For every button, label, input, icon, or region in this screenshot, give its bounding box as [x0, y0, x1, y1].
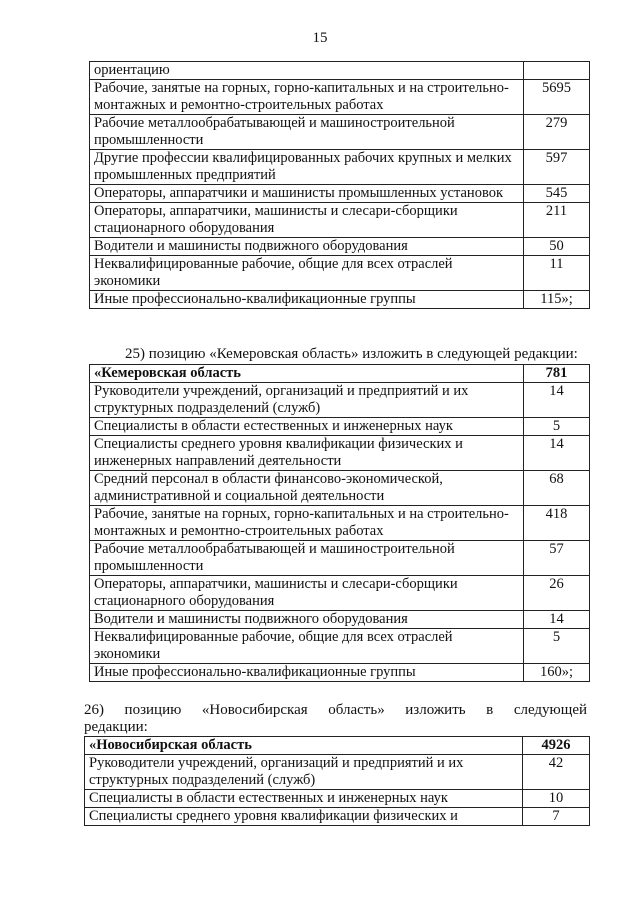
- table-row: [90, 383, 590, 418]
- row-value: 597: [524, 150, 590, 185]
- paragraph-26: 26) позицию «Новосибирская область» изложить в следующей: [84, 702, 587, 718]
- row-label: Водители и машинисты подвижного оборудования: [90, 238, 524, 256]
- region-total: 781: [524, 365, 590, 383]
- table-row: [90, 506, 590, 541]
- table-row: [85, 790, 590, 808]
- table-row: [90, 115, 590, 150]
- table-row: [85, 808, 590, 826]
- row-value: 160»;: [524, 664, 590, 682]
- table-row: [90, 576, 590, 611]
- table-row: [90, 203, 590, 238]
- row-label: Неквалифицированные рабочие, общие для всех отраслей экономики: [90, 629, 524, 664]
- table-row: [90, 664, 590, 682]
- table-row: [90, 436, 590, 471]
- row-label: Специалисты среднего уровня квалификации физических и инженерных направлений деятельности: [90, 436, 524, 471]
- row-value: 279: [524, 115, 590, 150]
- table-row: [90, 256, 590, 291]
- row-label: Рабочие, занятые на горных, горно-капитальных и на строительно-монтажных и ремонтно-строительных работах: [90, 80, 524, 115]
- row-label: Специалисты в области естественных и инженерных наук: [85, 790, 523, 808]
- row-label: Руководители учреждений, организаций и предприятий и их структурных подразделений (служб): [90, 383, 524, 418]
- table-row: [90, 418, 590, 436]
- row-value: 11: [524, 256, 590, 291]
- row-label: Рабочие, занятые на горных, горно-капитальных и на строительно-монтажных и ремонтно-строительных работах: [90, 506, 524, 541]
- row-label: ориентацию: [90, 62, 524, 80]
- row-value: 14: [524, 611, 590, 629]
- row-value: 5695: [524, 80, 590, 115]
- row-label: Водители и машинисты подвижного оборудования: [90, 611, 524, 629]
- row-label: Рабочие металлообрабатывающей и машиностроительной промышленности: [90, 115, 524, 150]
- table-row: [90, 80, 590, 115]
- row-value: 5: [524, 418, 590, 436]
- row-value: 14: [524, 436, 590, 471]
- row-label: Другие профессии квалифицированных рабочих крупных и мелких промышленных предприятий: [90, 150, 524, 185]
- table-row: [90, 291, 590, 309]
- occupation-table-previous: [89, 61, 590, 309]
- table-header-row: [85, 737, 590, 755]
- table-row: [90, 611, 590, 629]
- row-label: Средний персонал в области финансово-экономической, административной и социальной деятельности: [90, 471, 524, 506]
- kemerovo-region-table: [89, 364, 590, 682]
- region-name: «Новосибирская область: [85, 737, 523, 755]
- table-row: [90, 150, 590, 185]
- row-value: 211: [524, 203, 590, 238]
- table-row: [90, 62, 590, 80]
- paragraph-25: 25) позицию «Кемеровская область» изложить в следующей редакции:: [125, 346, 578, 362]
- row-value: 42: [523, 755, 590, 790]
- row-label: Специалисты среднего уровня квалификации физических и: [85, 808, 523, 826]
- row-value: 10: [523, 790, 590, 808]
- row-value: 7: [523, 808, 590, 826]
- row-label: Руководители учреждений, организаций и предприятий и их структурных подразделений (служб): [85, 755, 523, 790]
- row-label: Операторы, аппаратчики и машинисты промышленных установок: [90, 185, 524, 203]
- row-label: Иные профессионально-квалификационные группы: [90, 291, 524, 309]
- region-name: «Кемеровская область: [90, 365, 524, 383]
- table-row: [90, 541, 590, 576]
- table-row: [90, 238, 590, 256]
- paragraph-26-continued: редакции:: [84, 719, 148, 735]
- row-label: Иные профессионально-квалификационные группы: [90, 664, 524, 682]
- row-label: Рабочие металлообрабатывающей и машиностроительной промышленности: [90, 541, 524, 576]
- table-row: [85, 755, 590, 790]
- row-value: 418: [524, 506, 590, 541]
- row-label: Операторы, аппаратчики, машинисты и слесари-сборщики стационарного оборудования: [90, 576, 524, 611]
- row-value: 14: [524, 383, 590, 418]
- row-value: 115»;: [524, 291, 590, 309]
- table-row: [90, 185, 590, 203]
- row-value: 68: [524, 471, 590, 506]
- row-value: 5: [524, 629, 590, 664]
- table-row: [90, 471, 590, 506]
- page-number: 15: [312, 30, 328, 46]
- row-label: Операторы, аппаратчики, машинисты и слесари-сборщики стационарного оборудования: [90, 203, 524, 238]
- row-label: Неквалифицированные рабочие, общие для всех отраслей экономики: [90, 256, 524, 291]
- region-total: 4926: [523, 737, 590, 755]
- row-value: [524, 62, 590, 80]
- table-header-row: [90, 365, 590, 383]
- table-row: [90, 629, 590, 664]
- novosibirsk-region-table: [84, 736, 590, 826]
- row-value: 26: [524, 576, 590, 611]
- row-value: 57: [524, 541, 590, 576]
- row-label: Специалисты в области естественных и инженерных наук: [90, 418, 524, 436]
- row-value: 545: [524, 185, 590, 203]
- row-value: 50: [524, 238, 590, 256]
